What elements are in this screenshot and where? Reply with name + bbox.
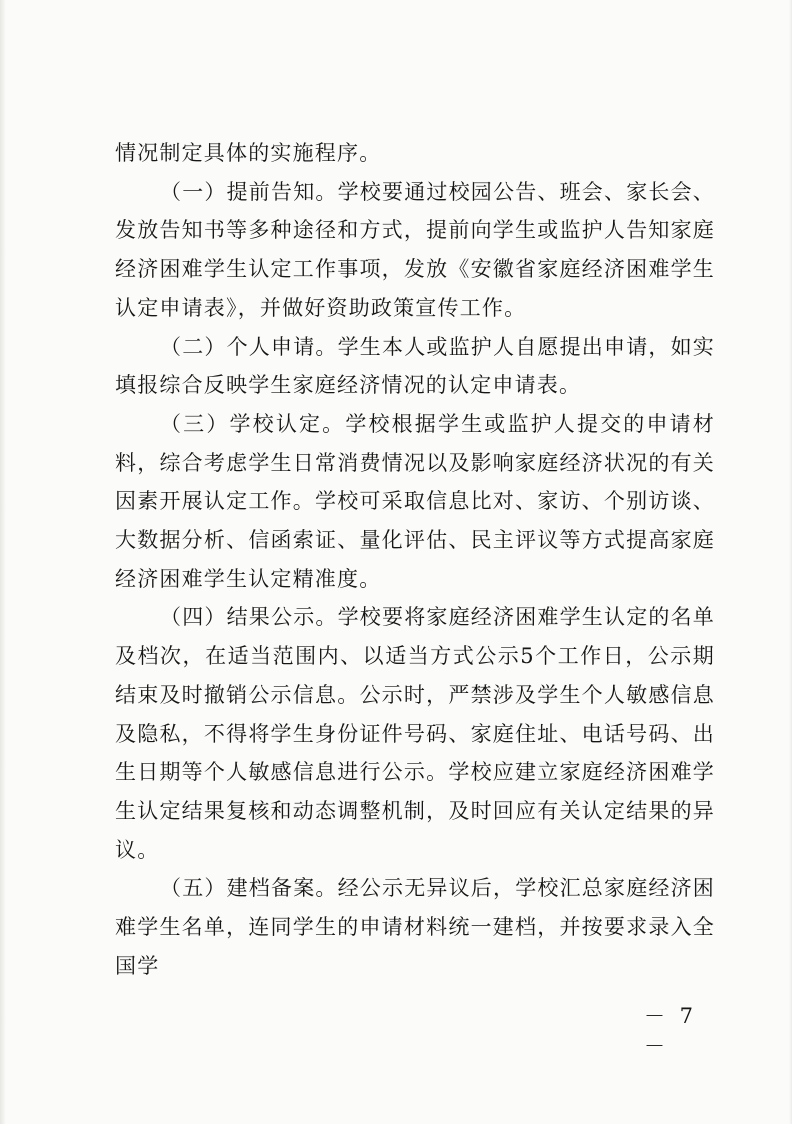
paragraph-result-publicity: （四）结果公示。学校要将家庭经济困难学生认定的名单及档次，在适当范围内、以适当方式公示5个工作日，公示期结束及时撤销公示信息。公示时，严禁涉及学生个人敏感信息及隐私，不得将学生身份证件号码、家庭住址、电话号码、出生日期等个人敏感信息进行公示。学校应建立家庭经济困难学生认定结果复核和动态调整机制，及时回应有关认定结果的异议。 bbox=[115, 605, 715, 862]
scan-edge-left bbox=[0, 0, 6, 1124]
page-number: － 7 － bbox=[644, 1004, 698, 1058]
paragraph-continuation: 情况制定具体的实施程序。 bbox=[115, 141, 382, 165]
body-text bbox=[115, 134, 715, 985]
paragraph-school-determination: （三）学校认定。学校根据学生或监护人提交的申请材料，综合考虑学生日常消费情况以及影响家庭经济状况的有关因素开展认定工作。学校可采取信息比对、家访、个别访谈、大数据分析、信函索证、量化评估、民主评议等方式提高家庭经济困难学生认定精准度。 bbox=[115, 411, 715, 591]
paragraph-advance-notice: （一）提前告知。学校要通过校园公告、班会、家长会、发放告知书等多种途径和方式，提前向学生或监护人告知家庭经济困难学生认定工作事项，发放《安徽省家庭经济困难学生认定申请表》，并做好资助政策宣传工作。 bbox=[115, 179, 715, 320]
paragraph-archiving: （五）建档备案。经公示无异议后，学校汇总家庭经济困难学生名单，连同学生的申请材料统一建档，并按要求录入全国学 bbox=[115, 876, 715, 978]
paragraph-personal-application: （二）个人申请。学生本人或监护人自愿提出申请，如实填报综合反映学生家庭经济情况的认定申请表。 bbox=[115, 334, 715, 398]
